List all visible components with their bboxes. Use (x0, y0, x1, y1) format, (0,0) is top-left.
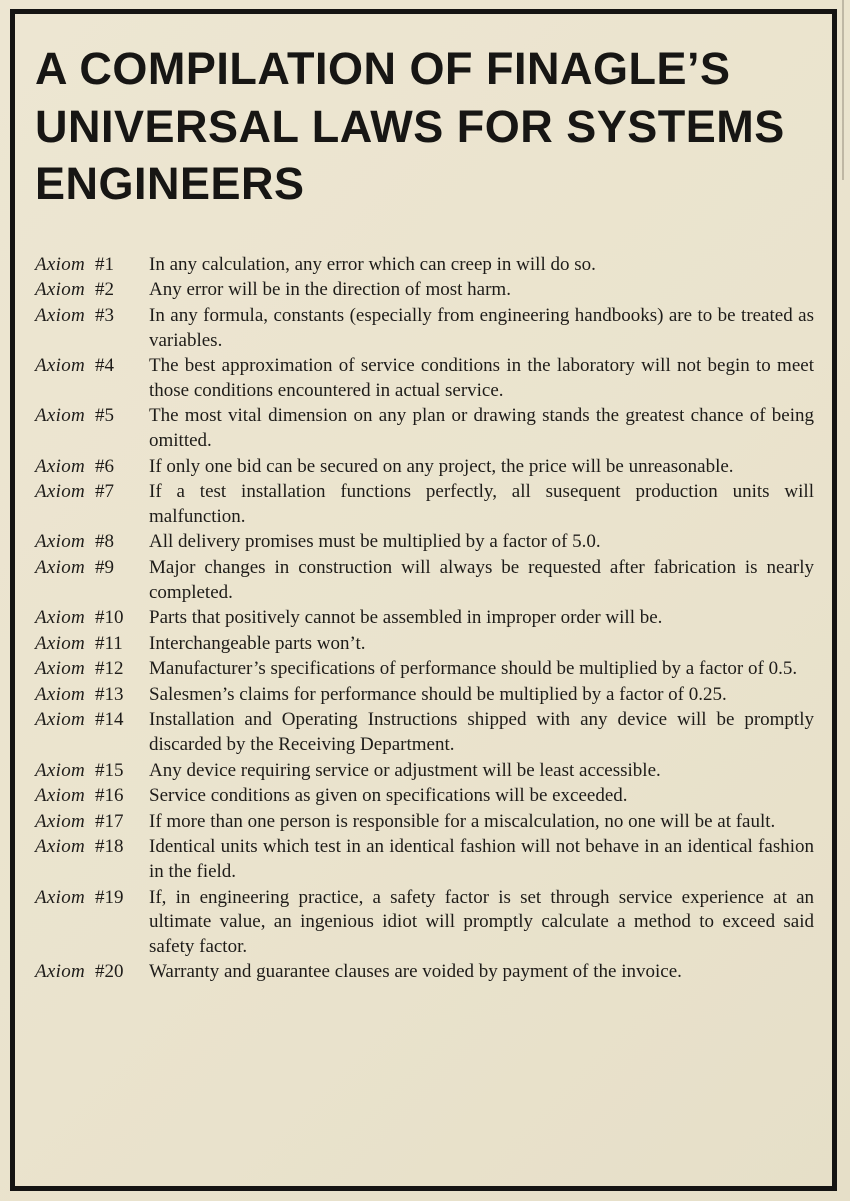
axiom-number: #6 (95, 455, 114, 477)
axiom-word: Axiom (35, 785, 86, 807)
axiom-row (35, 253, 814, 278)
axiom-label (35, 960, 143, 985)
axiom-word: Axiom (35, 481, 86, 503)
axiom-label (35, 657, 143, 682)
axiom-row (35, 354, 814, 403)
axiom-word: Axiom (35, 709, 86, 731)
axiom-list (35, 253, 814, 985)
axiom-row (35, 530, 814, 555)
axiom-number: #1 (95, 253, 114, 275)
axiom-text: If, in engineering practice, a safety factor is set through service experience at an ultimate value, an ingenious idiot will promptly calculate a method to exceed said safety factor. (149, 886, 814, 957)
axiom-number: #4 (95, 355, 114, 377)
axiom-row (35, 784, 814, 809)
axiom-label (35, 886, 143, 960)
title-line: ENGINEERS (35, 158, 305, 210)
axiom-word: Axiom (35, 355, 86, 377)
axiom-text: Installation and Operating Instructions shipped with any device will be promptly discarded by the Receiving Department. (149, 709, 814, 756)
axiom-word: Axiom (35, 253, 86, 275)
axiom-word: Axiom (35, 683, 86, 705)
axiom-row (35, 835, 814, 884)
axiom-row (35, 810, 814, 835)
title-line: UNIVERSAL LAWS FOR SYSTEMS (35, 100, 785, 152)
page-frame (10, 9, 837, 1191)
axiom-word: Axiom (35, 607, 86, 629)
axiom-row (35, 759, 814, 784)
axiom-row (35, 683, 814, 708)
axiom-text: Salesmen’s claims for performance should be multiplied by a factor of 0.25. (149, 683, 727, 705)
axiom-row (35, 657, 814, 682)
axiom-word: Axiom (35, 405, 86, 427)
axiom-word: Axiom (35, 556, 86, 578)
scan-edge-artifact (842, 0, 844, 180)
axiom-word: Axiom (35, 531, 86, 553)
axiom-row (35, 304, 814, 353)
axiom-label (35, 632, 143, 657)
page-title (35, 40, 814, 213)
axiom-word: Axiom (35, 632, 86, 654)
axiom-label (35, 253, 143, 278)
axiom-word: Axiom (35, 759, 86, 781)
axiom-number: #20 (95, 961, 124, 983)
axiom-text: The best approximation of service conditions in the laboratory will not begin to meet those conditions encountered in actual service. (149, 355, 814, 401)
axiom-number: #19 (95, 886, 124, 908)
axiom-text: Manufacturer’s specifications of performance should be multiplied by a factor of 0.5. (149, 658, 798, 680)
axiom-text: Interchangeable parts won’t. (149, 632, 366, 654)
axiom-text: Identical units which test in an identical fashion will not behave in an identical fashion in the field. (149, 836, 814, 883)
axiom-text: Parts that positively cannot be assembled in improper order will be. (149, 607, 663, 629)
axiom-label (35, 810, 143, 835)
axiom-row (35, 606, 814, 631)
axiom-number: #16 (95, 785, 124, 807)
title-line: A COMPILATION OF FINAGLE’S (35, 43, 731, 94)
axiom-row (35, 960, 814, 985)
axiom-row (35, 455, 814, 480)
axiom-number: #15 (95, 759, 124, 781)
axiom-word: Axiom (35, 304, 86, 326)
axiom-text: If only one bid can be secured on any project, the price will be unreasonable. (149, 455, 734, 477)
axiom-label (35, 530, 143, 555)
axiom-word: Axiom (35, 886, 86, 908)
axiom-label (35, 404, 143, 453)
axiom-label (35, 278, 143, 303)
axiom-number: #2 (95, 279, 114, 301)
axiom-label (35, 784, 143, 809)
axiom-number: #3 (95, 304, 114, 326)
axiom-label (35, 835, 143, 884)
axiom-word: Axiom (35, 810, 86, 832)
axiom-word: Axiom (35, 455, 86, 477)
axiom-number: #13 (95, 683, 124, 705)
axiom-word: Axiom (35, 658, 86, 680)
axiom-label (35, 683, 143, 708)
axiom-number: #14 (95, 709, 124, 731)
axiom-number: #12 (95, 658, 124, 680)
axiom-word: Axiom (35, 836, 86, 858)
axiom-row (35, 556, 814, 605)
axiom-number: #8 (95, 531, 114, 553)
axiom-number: #10 (95, 607, 124, 629)
axiom-label (35, 708, 143, 757)
axiom-text: Service conditions as given on specifications will be exceeded. (149, 785, 628, 807)
axiom-text: All delivery promises must be multiplied by a factor of 5.0. (149, 531, 601, 553)
axiom-label (35, 304, 143, 353)
axiom-word: Axiom (35, 961, 86, 983)
axiom-row (35, 886, 814, 960)
axiom-number: #7 (95, 481, 114, 503)
axiom-number: #5 (95, 405, 114, 427)
axiom-number: #11 (95, 632, 123, 654)
axiom-row (35, 708, 814, 757)
axiom-text: Major changes in construction will always be requested after fabrication is nearly completed. (149, 556, 814, 603)
axiom-text: Any error will be in the direction of most harm. (149, 279, 511, 301)
axiom-text: In any calculation, any error which can creep in will do so. (149, 253, 596, 275)
axiom-text: The most vital dimension on any plan or drawing stands the greatest chance of being omitted. (149, 405, 814, 451)
axiom-text: If more than one person is responsible for a miscalculation, no one will be at fault. (149, 810, 776, 832)
axiom-text: If a test installation functions perfectly, all susequent production units will malfunction. (149, 481, 814, 527)
axiom-number: #17 (95, 810, 124, 832)
axiom-row (35, 278, 814, 303)
axiom-row (35, 480, 814, 529)
axiom-label (35, 480, 143, 529)
axiom-label (35, 354, 143, 403)
axiom-label (35, 556, 143, 605)
axiom-label (35, 759, 143, 784)
axiom-label (35, 606, 143, 631)
axiom-number: #9 (95, 556, 114, 578)
axiom-word: Axiom (35, 279, 86, 301)
axiom-label (35, 455, 143, 480)
axiom-text: In any formula, constants (especially from engineering handbooks) are to be treated as variables. (149, 304, 814, 351)
axiom-text: Any device requiring service or adjustment will be least accessible. (149, 759, 661, 781)
axiom-row (35, 632, 814, 657)
axiom-number: #18 (95, 836, 124, 858)
axiom-text: Warranty and guarantee clauses are voided by payment of the invoice. (149, 961, 682, 983)
axiom-row (35, 404, 814, 453)
